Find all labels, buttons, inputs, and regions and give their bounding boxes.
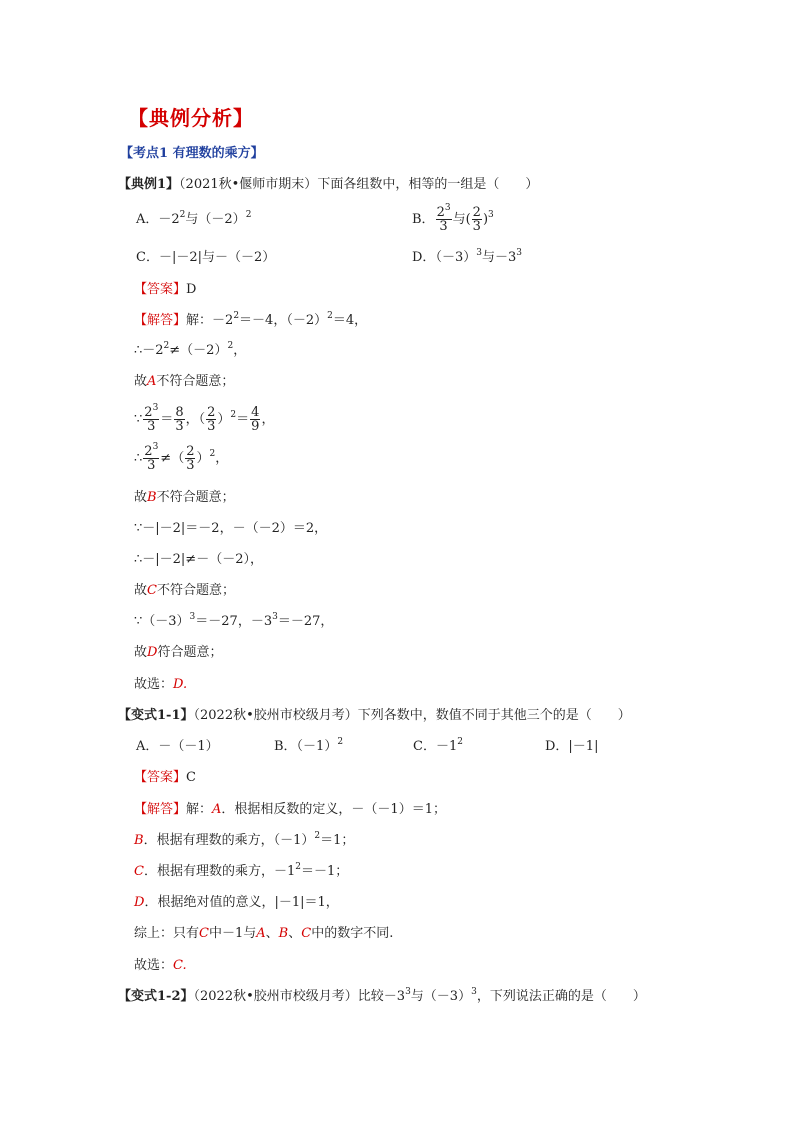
ex1-solution-line-10: $\because(-3)^3=-27$，$-3^3=-27$， — [134, 612, 334, 629]
ex1-option-a: A．$-2^2$与$(-2)^2$ — [136, 210, 252, 227]
v11-answer: 【答案】C — [134, 770, 196, 785]
answer-tag: 【答案】 — [134, 282, 187, 297]
ex1-final: 故选：D. — [134, 677, 188, 692]
v11-question: 下列各数中，数值不同于其他三个的是（ ） — [357, 708, 631, 723]
ex1-answer — [134, 282, 196, 298]
v11-option-b: B．$(-1)^2$ — [274, 737, 344, 754]
ex1-solution-line-2: $\therefore-2^2\ne(-2)^2$， — [134, 341, 247, 358]
v11-solution-b: B．根据有理数的乘方，$(-1)^2=1$； — [134, 831, 355, 848]
ex1-solution-line-9: 故C不符合题意； — [134, 583, 235, 598]
v11-solution-c: C．根据有理数的乘方，$-1^2=-1$； — [134, 862, 349, 879]
ex1-solution-line-8: ∴－|－2|≠－（－2）， — [134, 552, 263, 567]
ex1-solution-line-7: ∵－|－2|＝－2，－（－2）＝2， — [134, 521, 328, 536]
v12-question-line: 【变式1-2】（2022秋•胶州市校级月考）比较$-3^3$与$(-3)^3$，下列说法正确的是（ ） — [118, 987, 646, 1004]
ex1-question: 下面各组数中，相等的一组是（ ） — [317, 177, 539, 192]
ex1-solution-line-6: 故B不符合题意； — [134, 490, 235, 505]
ex1-source: （2021秋•偃师市期末） — [179, 177, 318, 192]
v11-final: 故选：C. — [134, 958, 187, 973]
v11-summary: 综上：只有C中－1与A、B、C中的数字不同. — [134, 926, 394, 941]
ex1-solution-line-3: 故A不符合题意； — [134, 374, 235, 389]
frac-2cubed-over-3: $\frac{2^3}{3}$ — [436, 203, 451, 234]
answer-value: D — [186, 282, 197, 297]
ex1-option-d: D．$(-3)^3$与$-3^3$ — [412, 248, 522, 265]
ex1-option-b: B． $\frac{2^3}{3}$ 与( $\frac{2}{3}$ )$^3$ — [412, 203, 494, 234]
v11-tag: 【变式1-1】 — [118, 708, 194, 723]
v11-option-d: D．|－1| — [545, 739, 599, 754]
v11-option-c: C．$-1^2$ — [413, 737, 463, 754]
ex1-solution-line-11: 故D符合题意； — [134, 645, 223, 660]
v12-tag: 【变式1-2】 — [118, 989, 194, 1004]
ex1-solution-line-1: 【解答】解：$-2^2=-4$，$(-2)^2=4$， — [134, 311, 368, 328]
v11-option-a: A．－（－1） — [136, 739, 219, 754]
ex1-solution-line-4: ∵ $\frac{2^3}{3}$ ＝ $\frac{8}{3}$ ，（ $\frac{2}{3}$ ）$^2$＝ $\frac{4}{9}$ ， — [134, 403, 275, 434]
v11-source: （2022秋•胶州市校级月考） — [193, 708, 358, 723]
v11-solution-a: 【解答】解：A．根据相反数的定义，－（－1）＝1； — [134, 802, 446, 817]
v12-source: （2022秋•胶州市校级月考） — [193, 989, 358, 1004]
frac-2-over-3: $\frac{2}{3}$ — [472, 205, 481, 234]
v11-solution-d: D．根据绝对值的意义，|－1|＝1， — [134, 895, 339, 910]
ex1-solution-line-5: ∴ $\frac{2^3}{3}$ ≠（ $\frac{2}{3}$ ）$^2$， — [134, 442, 229, 473]
ex1-option-c: C．－|－2|与－（－2） — [136, 250, 276, 265]
ex1-tag: 【典例1】 — [118, 177, 180, 192]
kaodian-heading: 【考点1 有理数的乘方】 — [120, 146, 264, 161]
ex1-question-line — [118, 177, 538, 193]
v11-question-line — [118, 708, 631, 724]
section-title: 【典例分析】 — [128, 106, 254, 130]
